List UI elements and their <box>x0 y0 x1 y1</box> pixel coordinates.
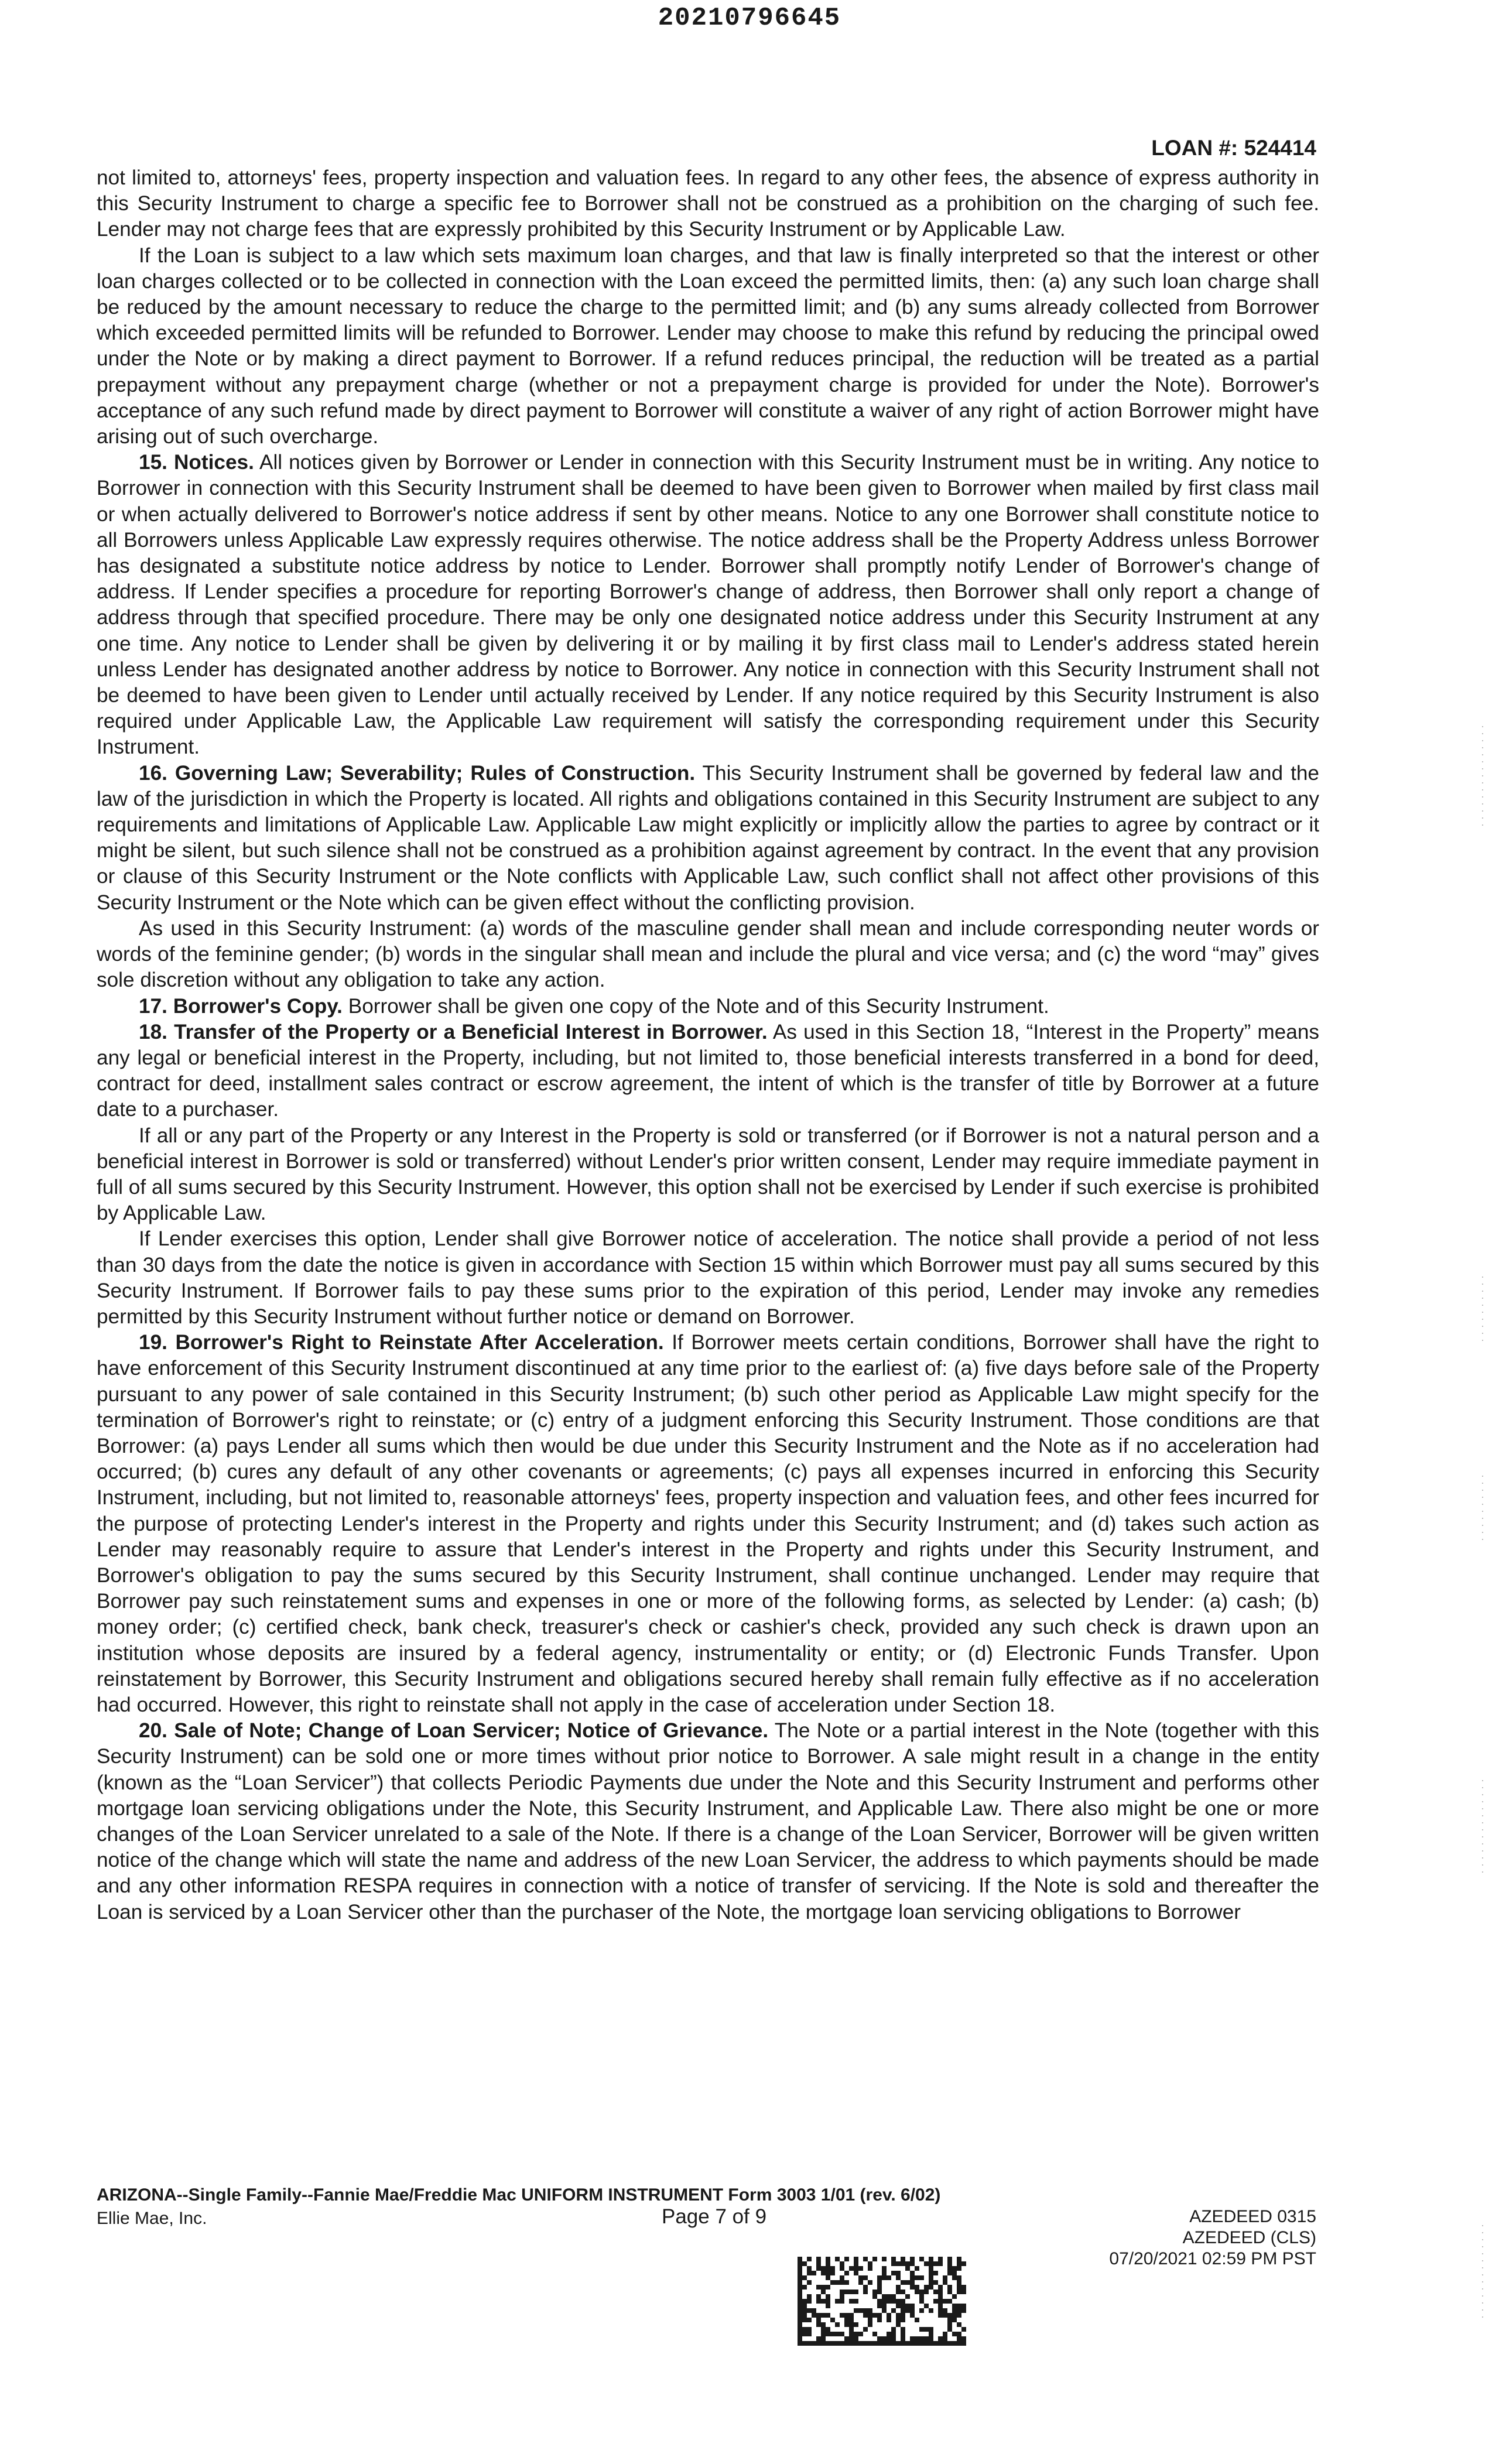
section-20-sale-of-note <box>97 1718 1319 1925</box>
section-18-transfer <box>97 1019 1319 1123</box>
section-17-borrowers-copy <box>97 994 1319 1019</box>
paragraph-text: not limited to, attorneys' fees, property inspection and valuation fees. In regard to any other fees, the absence of express authority in this Security Instrument to charge a specific fee to Borrower shall not be construed as a prohibition on the charging of such fee. Lender may not charge fees that are expressly prohibited by this Security Instrument or by Applicable Law. <box>97 166 1319 241</box>
paragraph-text: As used in this Security Instrument: (a) words of the masculine gender shall mean and include corresponding neuter words or words of the feminine gender; (b) words in the singular shall mean and include the plural and vice versa; and (c) the word “may” gives sole discretion without any obligation to take any action. <box>97 916 1319 992</box>
footer-form-title: ARIZONA--Single Family--Fannie Mae/Freddie Mac UNIFORM INSTRUMENT Form 3003 1/01 (rev. 6/02) <box>97 2185 941 2205</box>
paragraph-text: If all or any part of the Property or any Interest in the Property is sold or transferred (or if Borrower is not a natural person and a beneficial interest in Borrower is sold or transferred) without Lender's prior written consent, Lender may require immediate payment in full of all sums secured by this Security Instrument. However, this option shall not be exercised by Lender if such exercise is prohibited by Applicable Law. <box>97 1124 1319 1225</box>
paragraph <box>97 165 1319 243</box>
paragraph-text: The Note or a partial interest in the Note (together with this Security Instrument) can be sold one or more times without prior notice to Borrower. A sale might result in a change in the entity (known as the “Loan Servicer”) that collects Periodic Payments due under the Note and this Security Instrument and performs other mortgage loan servicing obligations under the Note, this Security Instrument, and Applicable Law. There also might be one or more changes of the Loan Servicer unrelated to a sale of the Note. If there is a change of the Loan Servicer, Borrower will be given written notice of the change which will state the name and address of the new Loan Servicer, the address to which payments should be made and any other information RESPA requires in connection with a notice of transfer of servicing. If the Note is sold and thereafter the Loan is serviced by a Loan Servicer other than the purchaser of the Note, the mortgage loan servicing obligations to Borrower <box>97 1719 1319 1924</box>
paragraph-text: All notices given by Borrower or Lender in connection with this Security Instrument must be in writing. Any notice to Borrower in connection with this Security Instrument shall be deemed to have been given to Borrower when mailed by first class mail or when actually delivered to Borrower's notice address if sent by other means. Notice to any one Borrower shall constitute notice to all Borrowers unless Applicable Law expressly requires otherwise. The notice address shall be the Property Address unless Borrower has designated a substitute notice address by notice to Lender. Borrower shall promptly notify Lender of Borrower's change of address. If Lender specifies a procedure for reporting Borrower's change of address, then Borrower shall only report a change of address through that specified procedure. There may be only one designated notice address under this Security Instrument at any one time. Any notice to Lender shall be given by delivering it or by mailing it by first class mail to Lender's address stated herein unless Lender has designated another address by notice to Borrower. Any notice in connection with this Security Instrument shall not be deemed to have been given to Lender until actually received by Lender. If any notice required by this Security Instrument is also required under Applicable Law, the Applicable Law requirement will satisfy the corresponding requirement under this Security Instrument. <box>97 451 1319 759</box>
doc-code: AZEDEED 0315 <box>1189 2207 1316 2226</box>
paragraph-heading: 15. Notices. <box>139 451 254 474</box>
paragraph-text: If Lender exercises this option, Lender shall give Borrower notice of acceleration. The notice shall provide a period of not less than 30 days from the date the notice is given in accordance with Section 15 within which Borrower must pay all sums secured by this Security Instrument. If Borrower fails to pay these sums prior to the expiration of this period, Lender may invoke any remedies permitted by this Security Instrument without further notice or demand on Borrower. <box>97 1227 1319 1328</box>
footer-vendor: Ellie Mae, Inc. <box>97 2209 207 2228</box>
section-16-governing-law <box>97 761 1319 916</box>
doc-timestamp: 07/20/2021 02:59 PM PST <box>1109 2249 1316 2268</box>
footer-doc-codes <box>1109 2206 1316 2270</box>
paragraph-heading: 19. Borrower's Right to Reinstate After Acceleration. <box>139 1331 664 1354</box>
scan-edge-marks <box>1452 0 1499 2464</box>
paragraph <box>97 916 1319 994</box>
paragraph-heading: 18. Transfer of the Property or a Beneficial Interest in Borrower. <box>139 1020 768 1043</box>
section-15-notices <box>97 450 1319 760</box>
paragraph <box>97 1123 1319 1227</box>
paragraph-text: This Security Instrument shall be governed by federal law and the law of the jurisdiction in which the Property is located. All rights and obligations contained in this Security Instrument are subject to any requirements and limitations of Applicable Law. Applicable Law might explicitly or implicitly allow the parties to agree by contract or it might be silent, but such silence shall not be construed as a prohibition against agreement by contract. In the event that any provision or clause of this Security Instrument or the Note conflicts with Applicable Law, such conflict shall not affect other provisions of this Security Instrument or the Note which can be given effect without the conflicting provision. <box>97 761 1319 914</box>
paragraph-text: Borrower shall be given one copy of the Note and of this Security Instrument. <box>348 994 1049 1018</box>
barcode-pattern <box>798 2257 966 2346</box>
doc-code-cls: AZEDEED (CLS) <box>1182 2228 1316 2247</box>
paragraph <box>97 1226 1319 1330</box>
paragraph-heading: 20. Sale of Note; Change of Loan Servicer; Notice of Grievance. <box>139 1719 769 1743</box>
page-number: Page 7 of 9 <box>662 2205 767 2228</box>
paragraph <box>97 243 1319 450</box>
loan-number: LOAN #: 524414 <box>1151 136 1316 160</box>
document-body <box>97 165 1319 1925</box>
paragraph-heading: 16. Governing Law; Severability; Rules of Construction. <box>139 761 696 785</box>
recording-number: 20210796645 <box>658 4 841 33</box>
paragraph-text: As used in this Section 18, “Interest in the Property” means any legal or beneficial interest in the Property, including, but not limited to, those beneficial interests transferred in a bond for deed, contract for deed, installment sales contract or escrow agreement, the intent of which is the transfer of title by Borrower at a future date to a purchaser. <box>97 1020 1319 1121</box>
qr-barcode-icon <box>798 2257 966 2346</box>
paragraph-text: If the Loan is subject to a law which sets maximum loan charges, and that law is finally interpreted so that the interest or other loan charges collected or to be collected in connection with the Loan exceed the permitted limits, then: (a) any such loan charge shall be reduced by the amount necessary to reduce the charge to the permitted limit; and (b) any sums already collected from Borrower which exceeded permitted limits will be refunded to Borrower. Lender may choose to make this refund by reducing the principal owed under the Note or by making a direct payment to Borrower. If a refund reduces principal, the reduction will be treated as a partial prepayment without any prepayment charge (whether or not a prepayment charge is provided for under the Note). Borrower's acceptance of any such refund made by direct payment to Borrower will constitute a waiver of any right of action Borrower might have arising out of such overcharge. <box>97 244 1319 449</box>
paragraph-text: If Borrower meets certain conditions, Borrower shall have the right to have enforcement of this Security Instrument discontinued at any time prior to the earliest of: (a) five days before sale of the Property pursuant to any power of sale contained in this Security Instrument; (b) such other period as Applicable Law might specify for the termination of Borrower's right to reinstate; or (c) entry of a judgment enforcing this Security Instrument. Those conditions are that Borrower: (a) pays Lender all sums which then would be due under this Security Instrument and the Note as if no acceleration had occurred; (b) cures any default of any other covenants or agreements; (c) pays all expenses incurred in enforcing this Security Instrument, including, but not limited to, reasonable attorneys' fees, property inspection and valuation fees, and other fees incurred for the purpose of protecting Lender's interest in the Property and rights under this Security Instrument; and (d) takes such action as Lender may reasonably require to assure that Lender's interest in the Property and rights under this Security Instrument, and Borrower's obligation to pay the sums secured by this Security Instrument, shall continue unchanged. Lender may require that Borrower pay such reinstatement sums and expenses in one or more of the following forms, as selected by Lender: (a) cash; (b) money order; (c) certified check, bank check, treasurer's check or cashier's check, provided any such check is drawn upon an institution whose deposits are insured by a federal agency, instrumentality or entity; or (d) Electronic Funds Transfer. Upon reinstatement by Borrower, this Security Instrument and obligations secured hereby shall remain fully effective as if no acceleration had occurred. However, this right to reinstate shall not apply in the case of acceleration under Section 18. <box>97 1331 1320 1716</box>
paragraph-heading: 17. Borrower's Copy. <box>139 994 343 1018</box>
section-19-reinstate <box>97 1330 1319 1718</box>
